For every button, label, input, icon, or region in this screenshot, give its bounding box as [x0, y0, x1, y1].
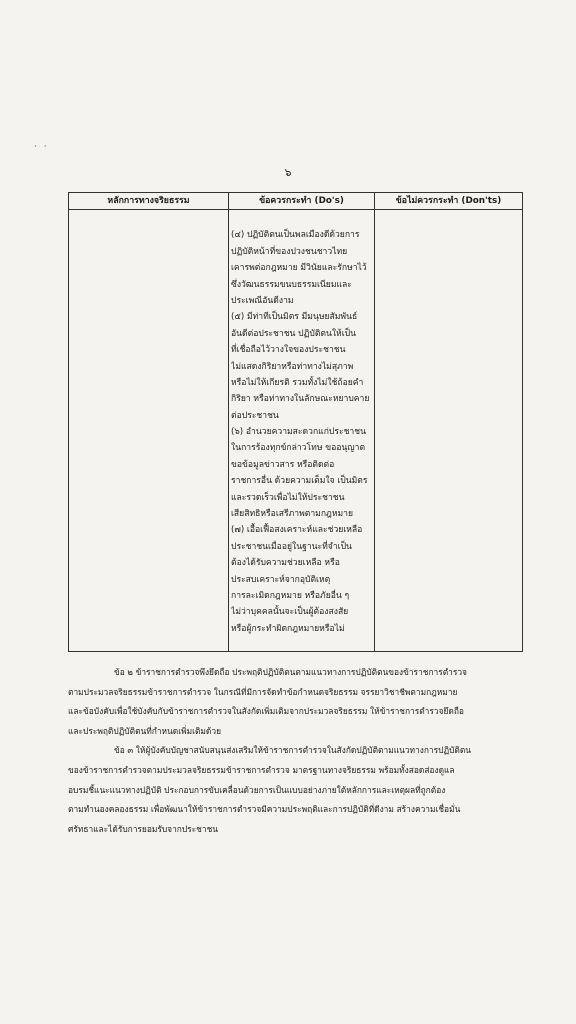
- ethics-table: [68, 192, 523, 652]
- dos-line: (๗) เอื้อเฟื้อสงเคราะห์และช่วยเหลือ: [231, 525, 363, 536]
- clause-line: ตามประมวลจริยธรรมข้าราชการตำรวจ ในกรณีที่มีการจัดทำข้อกำหนดจริยธรรม จรรยาวิชาชีพตามกฎหมาย: [68, 686, 458, 697]
- dos-line: ประชาชนเมื่ออยู่ในฐานะที่จำเป็น: [231, 541, 352, 552]
- dos-line: ประสบเคราะห์จากอุบัติเหตุ: [231, 574, 331, 585]
- dos-cell: [229, 210, 375, 652]
- donts-cell: [375, 210, 523, 652]
- table-row: [69, 210, 523, 652]
- dos-line: ราชการอื่น ด้วยความเต็มใจ เป็นมิตร: [231, 476, 368, 487]
- dos-line: เคารพต่อกฎหมาย มีวินัยและรักษาไว้: [231, 263, 367, 274]
- dos-line: ต้องได้รับความช่วยเหลือ หรือ: [231, 558, 340, 569]
- table-header-row: [69, 193, 523, 210]
- page-specks: · ·: [34, 142, 49, 152]
- clause-line: ของข้าราชการตำรวจตามประมวลจริยธรรมข้าราชการตำรวจ มาตรฐานทางจริยธรรม พร้อมทั้งสอดส่องดูแล: [68, 764, 455, 775]
- clause-2: [68, 663, 538, 741]
- dos-line: และรวดเร็วเพื่อไม่ให้ประชาชน: [231, 492, 345, 503]
- dos-line: ไม่ว่าบุคคลนั้นจะเป็นผู้ต้องสงสัย: [231, 607, 349, 618]
- dos-line: (๕) มีท่าทีเป็นมิตร มีมนุษยสัมพันธ์: [231, 312, 358, 323]
- header-donts: ข้อไม่ควรกระทำ (Don'ts): [375, 193, 523, 210]
- clause-line: อบรมชี้แนะแนวทางปฏิบัติ ประกอบการขับเคลื่อนด้วยการเป็นแบบอย่างภายใต้หลักการและเหตุผลที่ถูกต้อง: [68, 784, 446, 795]
- dos-line: หรือไม่ให้เกียรติ รวมทั้งไม่ใช้ถ้อยคำ: [231, 377, 364, 388]
- body-text: [68, 663, 538, 839]
- dos-line: ในการร้องทุกข์กล่าวโทษ ขออนุญาต: [231, 443, 366, 454]
- clause-line: ข้อ ๓ ให้ผู้บังคับบัญชาสนับสนุนส่งเสริมให้ข้าราชการตำรวจในสังกัดปฏิบัติตามแนวทางการปฏิบัติตน: [114, 745, 471, 756]
- dos-line: ปฏิบัติหน้าที่ของปวงชนชาวไทย: [231, 246, 348, 257]
- dos-line: หรือผู้กระทำผิดกฎหมายหรือไม่: [231, 623, 345, 634]
- page-number: ๖: [284, 166, 292, 179]
- dos-line: ซึ่งวัฒนธรรมขนบธรรมเนียมและ: [231, 279, 352, 290]
- dos-line: ขอข้อมูลข่าวสาร หรือติดต่อ: [231, 459, 335, 470]
- dos-line: ไม่แสดงกิริยาหรือท่าทางไม่สุภาพ: [231, 361, 354, 372]
- header-dos: ข้อควรกระทำ (Do's): [229, 193, 375, 210]
- principle-cell: [69, 210, 229, 652]
- dos-line: (๖) อำนวยความสะดวกแก่ประชาชน: [231, 427, 366, 438]
- clause-line: ตามทำนองคลองธรรม เพื่อพัฒนาให้ข้าราชการตำรวจมีความประพฤติและการปฏิบัติที่ดีงาม สร้างความเชื่อมั่น: [68, 804, 461, 815]
- clause-line: ศรัทธาและได้รับการยอมรับจากประชาชน: [68, 823, 218, 834]
- dos-list: [231, 227, 374, 637]
- clause-line: และประพฤติปฏิบัติตนที่กำหนดเพิ่มเติมด้วย: [68, 725, 221, 736]
- dos-line: ประเพณีอันดีงาม: [231, 295, 294, 306]
- dos-line: อันดีต่อประชาชน ปฏิบัติตนให้เป็น: [231, 328, 356, 339]
- dos-line: ต่อประชาชน: [231, 410, 279, 421]
- clause-line: และข้อบังคับเพื่อใช้บังคับกับข้าราชการตำรวจในสังกัดเพิ่มเติมจากประมวลจริยธรรม ให้ข้าราชการตำรวจยึดถือ: [68, 706, 464, 717]
- dos-line: ที่เชื่อถือไว้วางใจของประชาชน: [231, 345, 346, 356]
- dos-line: การละเมิดกฎหมาย หรือภัยอื่น ๆ: [231, 591, 350, 601]
- dos-line: (๔) ปฏิบัติตนเป็นพลเมืองดีด้วยการ: [231, 230, 360, 241]
- clause-3: [68, 741, 538, 839]
- clause-line: ข้อ ๒ ข้าราชการตำรวจพึงยึดถือ ประพฤติปฏิบัติตนตามแนวทางการปฏิบัติตนของข้าราชการตำรวจ: [114, 667, 467, 677]
- dos-line: กิริยา หรือท่าทางในลักษณะหยาบคาย: [231, 394, 370, 405]
- dos-line: เสียสิทธิหรือเสรีภาพตามกฎหมาย: [231, 509, 354, 520]
- header-principles: หลักการทางจริยธรรม: [69, 193, 229, 210]
